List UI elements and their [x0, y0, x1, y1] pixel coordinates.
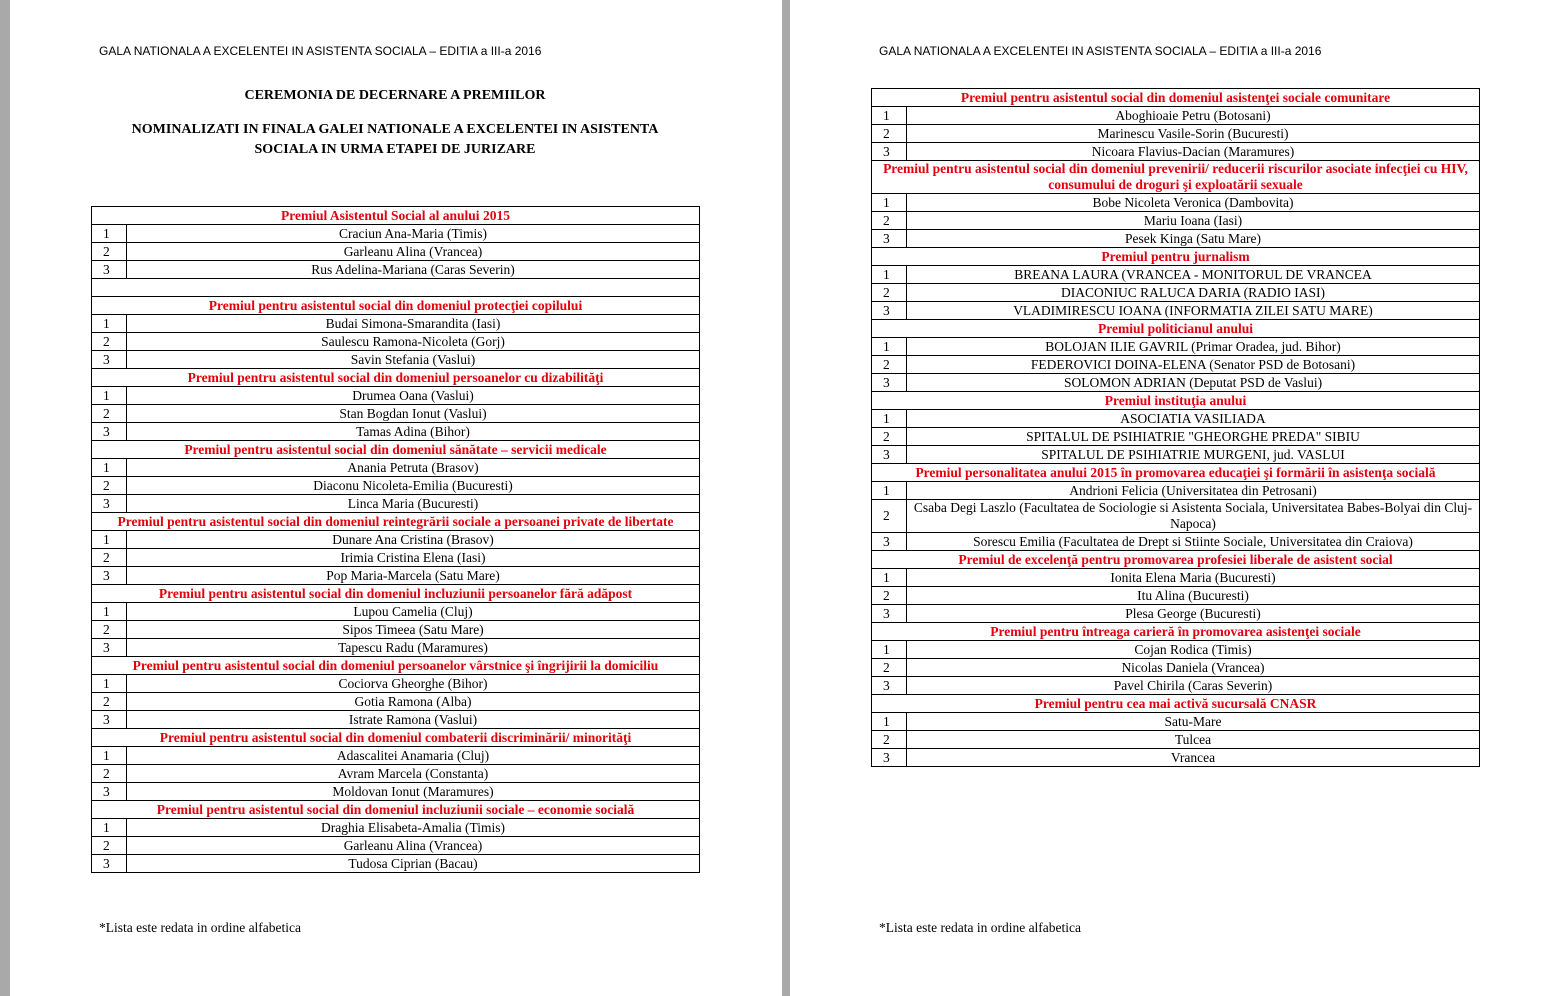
category-row: [92, 729, 700, 747]
category-row: [872, 623, 1480, 641]
nominee-name: Istrate Ramona (Vaslui): [127, 711, 700, 729]
category-row: [92, 801, 700, 819]
nominee-row: [872, 500, 1480, 533]
category-row: [872, 161, 1480, 194]
nominee-name: Ionita Elena Maria (Bucuresti): [907, 569, 1480, 587]
nominee-row: [92, 549, 700, 567]
category-title: Premiul pentru asistentul social din domeniul incluziunii persoanelor fără adăpost: [92, 585, 700, 603]
nominee-row: [92, 459, 700, 477]
nominee-rank: 1: [872, 266, 907, 284]
nominee-name: Itu Alina (Bucuresti): [907, 587, 1480, 605]
nominee-row: [92, 531, 700, 549]
nominee-row: [92, 603, 700, 621]
nominee-name: Draghia Elisabeta-Amalia (Timis): [127, 819, 700, 837]
nominee-row: [872, 713, 1480, 731]
nominee-name: ASOCIATIA VASILIADA: [907, 410, 1480, 428]
spacer-cell: [92, 279, 700, 297]
nominee-rank: 2: [872, 587, 907, 605]
nominee-rank: 1: [872, 482, 907, 500]
nominee-name: FEDEROVICI DOINA-ELENA (Senator PSD de Botosani): [907, 356, 1480, 374]
nominee-name: Csaba Degi Laszlo (Facultatea de Sociologie si Asistenta Sociala, Universitatea Babes-Bolyai din Cluj-Napoca): [907, 500, 1480, 533]
category-title: Premiul instituţia anului: [872, 392, 1480, 410]
nominee-row: [872, 533, 1480, 551]
nominee-row: [872, 125, 1480, 143]
nominee-row: [92, 819, 700, 837]
nominee-name: Tudosa Ciprian (Bacau): [127, 855, 700, 873]
nominee-name: Pavel Chirila (Caras Severin): [907, 677, 1480, 695]
category-title: Premiul pentru asistentul social din domeniul persoanelor vârstnice şi îngrijirii la domiciliu: [92, 657, 700, 675]
nominee-row: [872, 659, 1480, 677]
nominee-rank: 1: [92, 225, 127, 243]
nominee-rank: 3: [92, 567, 127, 585]
category-title: Premiul pentru asistentul social din domeniul protecţiei copilului: [92, 297, 700, 315]
nominee-rank: 2: [92, 549, 127, 567]
nominee-name: Garleanu Alina (Vrancea): [127, 243, 700, 261]
nominee-rank: 3: [92, 495, 127, 513]
nominee-rank: 2: [872, 731, 907, 749]
category-row: [872, 551, 1480, 569]
nominee-row: [872, 143, 1480, 161]
category-title: Premiul personalitatea anului 2015 în promovarea educaţiei şi formării în asistenţa socială: [872, 464, 1480, 482]
nominee-name: BOLOJAN ILIE GAVRIL (Primar Oradea, jud. Bihor): [907, 338, 1480, 356]
nominee-row: [92, 765, 700, 783]
category-row: [92, 657, 700, 675]
nominee-row: [92, 783, 700, 801]
document-title: CEREMONIA DE DECERNARE A PREMIILOR: [244, 88, 546, 103]
nominee-row: [92, 747, 700, 765]
nominee-name: Stan Bogdan Ionut (Vaslui): [127, 405, 700, 423]
category-row: [92, 297, 700, 315]
nominee-rank: 3: [872, 533, 907, 551]
nominee-name: Gotia Ramona (Alba): [127, 693, 700, 711]
nominee-rank: 2: [872, 428, 907, 446]
footnote: *Lista este redata in ordine alfabetica: [99, 920, 302, 935]
nominee-name: DIACONIUC RALUCA DARIA (RADIO IASI): [907, 284, 1480, 302]
nominee-row: [872, 194, 1480, 212]
nominee-row: [872, 410, 1480, 428]
nominee-row: [872, 338, 1480, 356]
nominee-name: Craciun Ana-Maria (Timis): [127, 225, 700, 243]
nominee-row: [872, 212, 1480, 230]
document-page-left: [10, 0, 782, 996]
category-title: Premiul pentru asistentul social din domeniul incluziunii sociale – economie socială: [92, 801, 700, 819]
nominee-row: [872, 569, 1480, 587]
nominee-row: [872, 749, 1480, 767]
nominee-name: Sorescu Emilia (Facultatea de Drept si Stiinte Sociale, Universitatea din Craiova): [907, 533, 1480, 551]
nominee-row: [872, 284, 1480, 302]
nominee-rank: 3: [872, 677, 907, 695]
nominee-row: [92, 477, 700, 495]
nominee-rank: 2: [872, 284, 907, 302]
category-row: [92, 207, 700, 225]
nominee-rank: 1: [92, 747, 127, 765]
nominee-name: Andrioni Felicia (Universitatea din Petrosani): [907, 482, 1480, 500]
nominee-name: Marinescu Vasile-Sorin (Bucuresti): [907, 125, 1480, 143]
nominee-name: Tulcea: [907, 731, 1480, 749]
nominee-rank: 1: [872, 569, 907, 587]
category-title: Premiul pentru asistentul social din domeniul sănătate – servicii medicale: [92, 441, 700, 459]
nominee-name: Bobe Nicoleta Veronica (Dambovita): [907, 194, 1480, 212]
nominee-row: [92, 837, 700, 855]
nominee-rank: 3: [872, 749, 907, 767]
category-row: [872, 320, 1480, 338]
nominee-name: SPITALUL DE PSIHIATRIE "GHEORGHE PREDA" SIBIU: [907, 428, 1480, 446]
nominee-row: [872, 731, 1480, 749]
nominees-table: [91, 206, 700, 873]
nominee-rank: 2: [872, 356, 907, 374]
nominee-rank: 2: [92, 693, 127, 711]
nominee-name: Irimia Cristina Elena (Iasi): [127, 549, 700, 567]
nominee-name: Sipos Timeea (Satu Mare): [127, 621, 700, 639]
nominees-table: [871, 88, 1480, 767]
nominee-row: [92, 855, 700, 873]
nominee-rank: 2: [92, 837, 127, 855]
category-row: [92, 441, 700, 459]
nominee-rank: 1: [872, 107, 907, 125]
nominee-name: Nicoara Flavius-Dacian (Maramures): [907, 143, 1480, 161]
nominee-row: [872, 266, 1480, 284]
nominee-name: Nicolas Daniela (Vrancea): [907, 659, 1480, 677]
nominee-row: [92, 711, 700, 729]
nominee-rank: 3: [872, 605, 907, 623]
nominee-name: Adascalitei Anamaria (Cluj): [127, 747, 700, 765]
nominee-row: [92, 243, 700, 261]
nominee-row: [92, 567, 700, 585]
category-title: Premiul pentru jurnalism: [872, 248, 1480, 266]
nominee-name: Diaconu Nicoleta-Emilia (Bucuresti): [127, 477, 700, 495]
nominee-row: [92, 225, 700, 243]
page-header: GALA NATIONALA A EXCELENTEI IN ASISTENTA SOCIALA – EDITIA a III-a 2016: [99, 44, 542, 58]
category-row: [872, 89, 1480, 107]
nominee-rank: 2: [872, 659, 907, 677]
nominee-row: [872, 677, 1480, 695]
subtitle-line: SOCIALA IN URMA ETAPEI DE JURIZARE: [254, 142, 536, 157]
nominee-row: [872, 230, 1480, 248]
nominee-row: [872, 374, 1480, 392]
nominee-rank: 3: [92, 783, 127, 801]
nominee-rank: 3: [92, 423, 127, 441]
nominee-rank: 2: [92, 765, 127, 783]
footnote: *Lista este redata in ordine alfabetica: [879, 920, 1082, 935]
nominee-name: Linca Maria (Bucuresti): [127, 495, 700, 513]
nominee-name: SOLOMON ADRIAN (Deputat PSD de Vaslui): [907, 374, 1480, 392]
nominee-rank: 2: [92, 333, 127, 351]
nominee-rank: 1: [872, 194, 907, 212]
nominee-rank: 1: [92, 459, 127, 477]
category-title: Premiul pentru asistentul social din domeniul asistenţei sociale comunitare: [872, 89, 1480, 107]
nominee-rank: 1: [92, 603, 127, 621]
nominee-name: Budai Simona-Smarandita (Iasi): [127, 315, 700, 333]
nominee-name: Moldovan Ionut (Maramures): [127, 783, 700, 801]
category-title: Premiul pentru întreaga carieră în promovarea asistenţei sociale: [872, 623, 1480, 641]
nominee-name: Tamas Adina (Bihor): [127, 423, 700, 441]
nominee-rank: 3: [92, 351, 127, 369]
nominee-row: [92, 351, 700, 369]
nominee-name: SPITALUL DE PSIHIATRIE MURGENI, jud. VASLUI: [907, 446, 1480, 464]
nominee-name: Drumea Oana (Vaslui): [127, 387, 700, 405]
category-title: Premiul pentru asistentul social din domeniul prevenirii/ reducerii riscurilor asociate infecţiei cu HIV, consumului de droguri şi exploatării sexuale: [872, 161, 1480, 194]
nominee-rank: 3: [92, 855, 127, 873]
nominee-rank: 1: [92, 531, 127, 549]
nominee-name: Vrancea: [907, 749, 1480, 767]
nominee-rank: 3: [872, 374, 907, 392]
nominee-rank: 3: [872, 302, 907, 320]
nominee-row: [872, 587, 1480, 605]
category-row: [92, 369, 700, 387]
nominee-name: Cociorva Gheorghe (Bihor): [127, 675, 700, 693]
nominee-row: [92, 423, 700, 441]
subtitle-line: NOMINALIZATI IN FINALA GALEI NATIONALE A EXCELENTEI IN ASISTENTA: [131, 122, 659, 137]
category-title: Premiul pentru cea mai activă sucursală CNASR: [872, 695, 1480, 713]
category-row: [872, 695, 1480, 713]
category-title: Premiul pentru asistentul social din domeniul combaterii discriminării/ minorităţi: [92, 729, 700, 747]
nominee-name: Garleanu Alina (Vrancea): [127, 837, 700, 855]
nominee-name: VLADIMIRESCU IOANA (INFORMATIA ZILEI SATU MARE): [907, 302, 1480, 320]
nominee-name: Tapescu Radu (Maramures): [127, 639, 700, 657]
nominee-rank: 3: [92, 261, 127, 279]
nominee-rank: 3: [872, 230, 907, 248]
spacer-row: [92, 279, 700, 297]
document-page-right: [790, 0, 1555, 996]
nominee-name: Anania Petruta (Brasov): [127, 459, 700, 477]
category-title: Premiul pentru asistentul social din domeniul persoanelor cu dizabilităţi: [92, 369, 700, 387]
nominee-rank: 2: [92, 405, 127, 423]
nominee-row: [92, 495, 700, 513]
nominee-name: Aboghioaie Petru (Botosani): [907, 107, 1480, 125]
nominee-name: Cojan Rodica (Timis): [907, 641, 1480, 659]
nominee-row: [872, 482, 1480, 500]
nominee-rank: 1: [872, 338, 907, 356]
category-row: [92, 585, 700, 603]
nominee-row: [92, 387, 700, 405]
nominee-rank: 3: [92, 639, 127, 657]
nominee-rank: 1: [872, 713, 907, 731]
nominee-name: BREANA LAURA (VRANCEA - MONITORUL DE VRANCEA: [907, 266, 1480, 284]
category-title: Premiul pentru asistentul social din domeniul reintegrării sociale a persoanei private de libertate: [92, 513, 700, 531]
nominee-name: Pesek Kinga (Satu Mare): [907, 230, 1480, 248]
nominee-name: Mariu Ioana (Iasi): [907, 212, 1480, 230]
nominee-name: Rus Adelina-Mariana (Caras Severin): [127, 261, 700, 279]
nominee-rank: 1: [872, 641, 907, 659]
nominee-row: [92, 405, 700, 423]
nominee-rank: 2: [872, 125, 907, 143]
nominee-rank: 1: [92, 675, 127, 693]
nominee-name: Saulescu Ramona-Nicoleta (Gorj): [127, 333, 700, 351]
category-row: [872, 464, 1480, 482]
nominee-name: Satu-Mare: [907, 713, 1480, 731]
category-title: Premiul politicianul anului: [872, 320, 1480, 338]
nominee-row: [92, 675, 700, 693]
nominee-rank: 3: [92, 711, 127, 729]
nominee-name: Lupou Camelia (Cluj): [127, 603, 700, 621]
nominee-rank: 3: [872, 143, 907, 161]
nominee-row: [92, 621, 700, 639]
nominee-row: [92, 693, 700, 711]
nominee-row: [872, 107, 1480, 125]
nominee-rank: 1: [92, 315, 127, 333]
nominee-rank: 2: [92, 243, 127, 261]
nominee-name: Dunare Ana Cristina (Brasov): [127, 531, 700, 549]
nominee-rank: 2: [92, 621, 127, 639]
nominee-rank: 2: [872, 500, 907, 533]
nominee-rank: 2: [872, 212, 907, 230]
category-row: [872, 248, 1480, 266]
nominee-name: Savin Stefania (Vaslui): [127, 351, 700, 369]
nominee-rank: 1: [92, 387, 127, 405]
nominee-name: Pop Maria-Marcela (Satu Mare): [127, 567, 700, 585]
nominee-row: [92, 639, 700, 657]
nominee-row: [872, 428, 1480, 446]
document-subtitle: [91, 120, 699, 160]
nominee-row: [92, 261, 700, 279]
nominee-row: [872, 605, 1480, 623]
nominee-row: [872, 641, 1480, 659]
nominee-rank: 3: [872, 446, 907, 464]
category-row: [872, 392, 1480, 410]
nominee-name: Avram Marcela (Constanta): [127, 765, 700, 783]
category-title: Premiul Asistentul Social al anului 2015: [92, 207, 700, 225]
nominee-row: [92, 315, 700, 333]
nominee-row: [872, 356, 1480, 374]
nominee-row: [92, 333, 700, 351]
nominee-row: [872, 446, 1480, 464]
nominee-rank: 1: [872, 410, 907, 428]
nominee-rank: 2: [92, 477, 127, 495]
nominee-rank: 1: [92, 819, 127, 837]
nominee-name: Plesa George (Bucuresti): [907, 605, 1480, 623]
category-title: Premiul de excelenţă pentru promovarea profesiei liberale de asistent social: [872, 551, 1480, 569]
category-row: [92, 513, 700, 531]
nominee-row: [872, 302, 1480, 320]
page-header: GALA NATIONALA A EXCELENTEI IN ASISTENTA SOCIALA – EDITIA a III-a 2016: [879, 44, 1322, 58]
